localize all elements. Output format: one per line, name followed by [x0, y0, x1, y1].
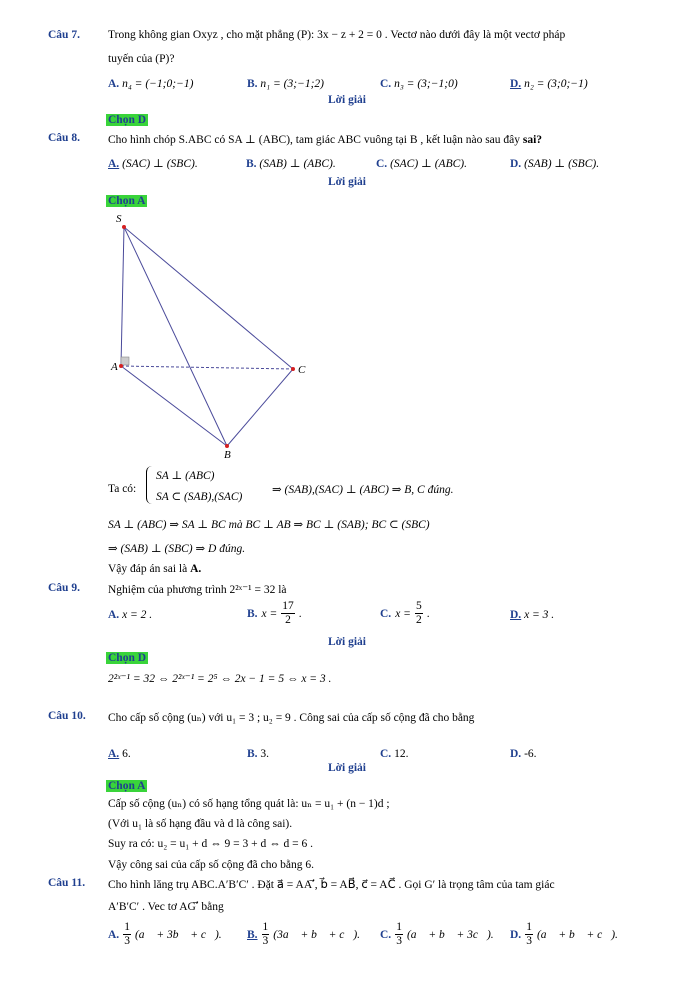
sol-text: 2²ˣ⁻¹ = 32 ⇔ 2²ˣ⁻¹ = 2⁵ ⇔ 2x − 1 = 5 ⇔ x = 3 . [108, 673, 332, 685]
option-label: A. [108, 928, 120, 941]
q9-stem: Nghiệm của phương trình 2²ˣ⁻¹ = 32 là [108, 584, 287, 596]
option-label: A. [108, 609, 120, 621]
option-text: (SAC) ⊥ (SBC). [122, 158, 198, 170]
q8-system-line2 [156, 489, 242, 503]
option-text: n₁ = (3;−1;2) [260, 78, 325, 90]
q9-solution-heading: Lời giải [328, 636, 366, 648]
q11-option-b[interactable] [247, 921, 360, 948]
frac-den: 3 [124, 935, 130, 947]
fraction-one-third [395, 921, 403, 948]
q10-option-b[interactable] [247, 748, 269, 760]
option-label: C. [376, 158, 388, 170]
q11-option-c[interactable] [380, 921, 494, 948]
edge-sc [124, 227, 293, 369]
frac-num: 1 [396, 921, 402, 933]
q10-stem: Cho cấp số cộng (uₙ) với u₁ = 3 ; u₂ = 9 . Công sai của cấp số cộng đã cho bằng [108, 712, 475, 724]
option-text: n₃ = (3;−1;0) [394, 78, 458, 90]
option-text: (SAC) ⊥ (ABC). [390, 158, 467, 170]
option-text: n₂ = (3;0;−1) [524, 78, 588, 90]
edge-sa [121, 227, 124, 366]
option-label: D. [510, 78, 522, 90]
option-text: x = [261, 607, 278, 620]
frac-num: 1 [526, 921, 532, 933]
option-label: D. [510, 609, 522, 621]
frac-den: 2 [285, 614, 291, 626]
chon-label: Chọn A [108, 780, 146, 792]
edge-ac-hidden [121, 366, 293, 369]
option-label: A. [108, 158, 120, 170]
option-label: A. [108, 748, 120, 760]
option-text: (SAB) ⊥ (SBC). [524, 158, 600, 170]
q8-option-d[interactable] [510, 156, 599, 170]
q11-number: Câu 11. [48, 877, 86, 889]
option-label: D. [510, 158, 522, 170]
chon-label: Chọn D [108, 652, 147, 664]
fraction [281, 600, 295, 627]
option-text: -6. [524, 748, 537, 760]
q9-number: Câu 9. [48, 582, 80, 594]
q9-option-c[interactable] [380, 600, 430, 627]
sys1-text: SA ⊥ (ABC) [156, 470, 215, 482]
q9-option-b[interactable] [247, 600, 302, 627]
q11-option-d[interactable] [510, 921, 618, 948]
option-text: x = [395, 607, 411, 620]
option-text: 3. [260, 748, 270, 760]
option-label: B. [247, 607, 258, 620]
option-label: C. [380, 928, 392, 941]
edge-ab [121, 366, 227, 446]
chon-label: Chọn D [108, 114, 147, 126]
q8-taco: Ta có: [108, 483, 137, 495]
point-a [119, 364, 123, 368]
point-c [291, 367, 295, 371]
period: . [426, 607, 430, 620]
frac-num: 1 [262, 921, 269, 933]
q8-system-result [272, 482, 453, 496]
point-s [122, 225, 126, 229]
frac-num: 17 [282, 600, 294, 612]
fraction [415, 600, 423, 627]
q10-solution-line3: Suy ra có: u₂ = u₁ + d ⇔ 9 = 3 + d ⇔ d = 6 . [108, 838, 313, 850]
q10-solution-heading: Lời giải [328, 762, 366, 774]
option-label: D. [510, 928, 522, 941]
q8-option-c[interactable] [376, 156, 467, 170]
q7-stem-line1: Trong không gian Oxyz , cho mặt phẳng (P): 3x − z + 2 = 0 . Vectơ nào dưới đây là một vectơ pháp [108, 29, 566, 41]
q7-solution-heading: Lời giải [328, 94, 366, 106]
frac-num: 5 [415, 600, 422, 612]
conclusion-text: Vậy đáp án sai là [108, 563, 188, 575]
option-label: A. [108, 78, 120, 90]
option-label: C. [380, 748, 392, 760]
q7-answer-badge [106, 114, 148, 126]
q7-stem-line2: tuyến của (P)? [108, 53, 175, 65]
option-text: (a⃗ + b⃗ + 3c⃗). [406, 928, 494, 941]
frac-num: 1 [124, 921, 130, 933]
q10-number: Câu 10. [48, 710, 86, 722]
option-text: (3a⃗ + b⃗ + c⃗). [273, 928, 361, 941]
q8-answer-badge [106, 195, 147, 207]
fraction-one-third [262, 921, 270, 948]
option-text: 12. [394, 748, 409, 760]
q7-option-d[interactable] [510, 78, 588, 90]
frac-den: 3 [526, 935, 532, 947]
q9-answer-badge [106, 652, 148, 664]
q10-solution-line4: Vậy công sai của cấp số cộng đã cho bằng 6. [108, 859, 314, 871]
sys2-text: SA ⊂ (SAB),(SAC) [156, 491, 243, 503]
q8-solution-line2 [108, 517, 430, 531]
q9-option-d[interactable] [510, 609, 554, 621]
option-text: 6. [122, 748, 131, 760]
edge-sb [124, 227, 227, 446]
option-text: (SAB) ⊥ (ABC). [259, 158, 336, 170]
option-label: D. [510, 748, 522, 760]
fraction-one-third [123, 921, 131, 948]
label-c: C [298, 364, 306, 376]
q8-conclusion [108, 563, 201, 575]
sys-res-text: ⇒ (SAB),(SAC) ⊥ (ABC) ⇒ B, C đúng. [272, 484, 454, 496]
q10-answer-badge [106, 780, 147, 792]
option-label: B. [246, 158, 257, 170]
q8-system-line1 [156, 468, 215, 482]
q7-option-b[interactable] [247, 78, 324, 90]
q10-option-c[interactable] [380, 748, 408, 760]
conclusion-answer: A. [190, 563, 202, 575]
q8-solution-heading: Lời giải [328, 176, 366, 188]
q8-option-b[interactable] [246, 156, 336, 170]
q10-option-d[interactable] [510, 748, 537, 760]
q11-option-a[interactable] [108, 921, 222, 948]
q8-option-a[interactable] [108, 156, 198, 170]
system-brace [146, 466, 155, 504]
q8-stem-sai: sai? [522, 134, 543, 146]
option-text: n₄ = (−1;0;−1) [122, 78, 194, 90]
fraction-one-third [525, 921, 533, 948]
q7-option-c[interactable] [380, 78, 458, 90]
right-angle-marker [121, 357, 129, 365]
q8-solution-line3 [108, 541, 245, 555]
q8-stem [108, 132, 542, 146]
line3-text: ⇒ (SAB) ⊥ (SBC) ⇒ D đúng. [108, 543, 246, 555]
edge-bc [227, 369, 293, 446]
option-label: B. [247, 78, 258, 90]
frac-den: 3 [396, 935, 402, 947]
option-label: B. [247, 748, 258, 760]
option-text: (a⃗ + 3b⃗ + c⃗). [134, 928, 222, 941]
q10-solution-line1: Cấp số cộng (uₙ) có số hạng tổng quát là: uₙ = u₁ + (n − 1)d ; [108, 798, 390, 810]
q9-option-a[interactable] [108, 609, 152, 621]
option-text: x = 3 . [524, 609, 555, 621]
chon-label: Chọn A [108, 195, 146, 207]
line2-text: SA ⊥ (ABC) ⇒ SA ⊥ BC mà BC ⊥ AB ⇒ BC ⊥ (SAB); BC ⊂ (SBC) [108, 519, 430, 531]
q10-solution-line2: (Với u₁ là số hạng đầu và d là công sai). [108, 818, 293, 830]
pyramid-figure [100, 212, 320, 462]
frac-den: 2 [415, 614, 422, 626]
q7-option-a[interactable] [108, 78, 193, 90]
q9-solution [108, 671, 331, 685]
option-text: x = 2 . [122, 609, 153, 621]
label-b: B [224, 449, 231, 461]
q10-option-a[interactable] [108, 748, 131, 760]
point-b [225, 444, 229, 448]
q11-stem-line2: A′B′C′ . Vec tơ AG′⃗ bằng [108, 901, 224, 913]
q8-number: Câu 8. [48, 132, 80, 144]
q7-number: Câu 7. [48, 29, 80, 41]
option-label: C. [380, 78, 392, 90]
option-label: C. [380, 607, 392, 620]
frac-den: 3 [262, 935, 269, 947]
label-a: A [111, 361, 118, 373]
period: . [298, 607, 302, 620]
q11-stem-line1: Cho hình lăng trụ ABC.A′B′C′ . Đặt a⃗ = AA′⃗, b⃗ = AB⃗, c⃗ = AC⃗ . Gọi G′ là trọng tâm của tam giác [108, 879, 555, 891]
q8-stem-text: Cho hình chóp S.ABC có SA ⊥ (ABC), tam giác ABC vuông tại B , kết luận nào sau đây [108, 134, 521, 146]
label-s: S [116, 213, 122, 225]
option-text: (a⃗ + b⃗ + c⃗). [536, 928, 618, 941]
option-label: B. [247, 928, 258, 941]
